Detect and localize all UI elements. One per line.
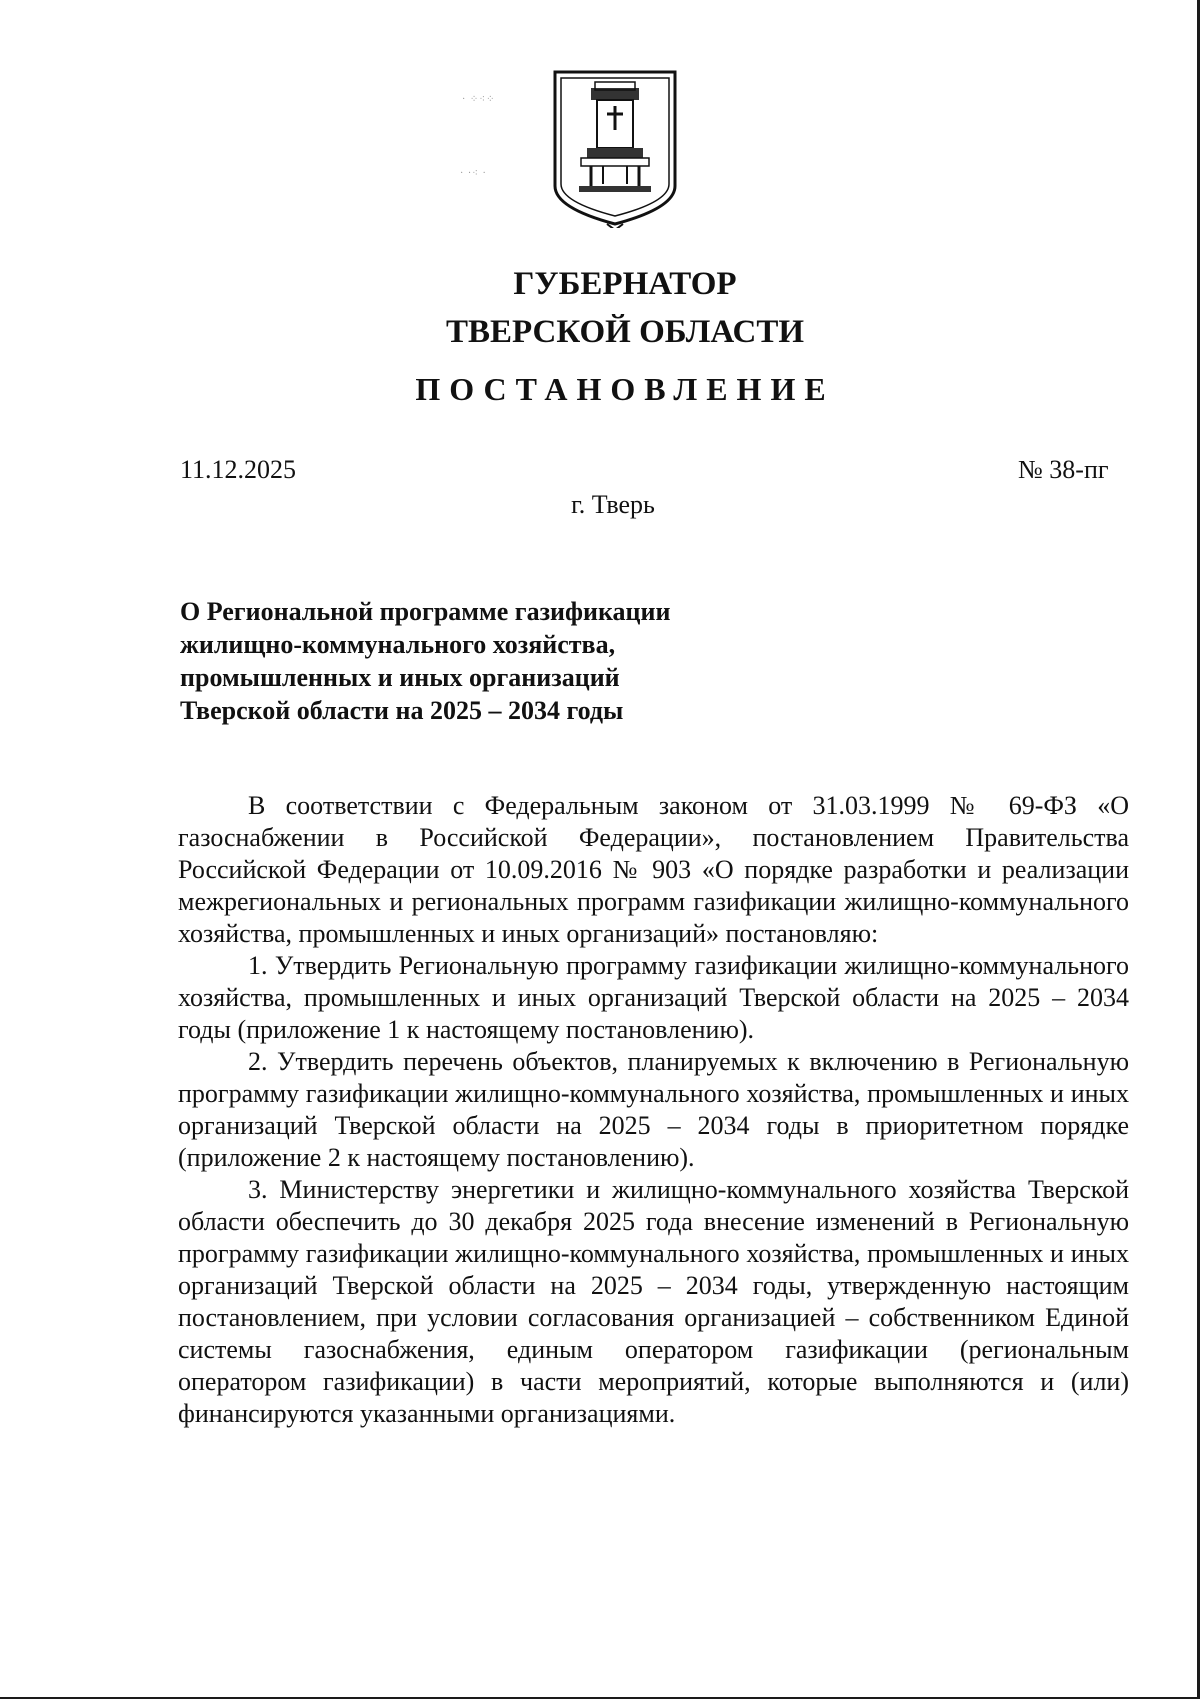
document-body [178, 790, 1129, 1430]
subject-line-1: О Региональной программе газификации [180, 597, 671, 626]
clause-2: 2. Утвердить перечень объектов, планируемых к включению в Региональную программу газификации жилищно-коммунального хозяйства, промышленных и иных организаций Тверской области на 2025 – 2034 годы в приоритетном порядке (приложение 2 к настоящему постановлению). [178, 1047, 1129, 1172]
scan-noise: · ·⁖ · [460, 168, 487, 179]
tver-coat-of-arms-icon [551, 68, 679, 228]
document-date: 11.12.2025 [180, 455, 297, 484]
subject-line-2: жилищно-коммунального хозяйства, [180, 630, 616, 659]
issuing-authority [0, 260, 1200, 356]
document-number: № 38-пг [1018, 455, 1109, 484]
document-subject [180, 595, 820, 727]
clause-3: 3. Министерству энергетики и жилищно-коммунального хозяйства Тверской области обеспечить до 30 декабря 2025 года внесение изменений в Региональную программу газификации жилищно-коммунального хозяйства, промышленных и иных организаций Тверской области на 2025 – 2034 годы, утвержденную настоящим постановлением, при условии согласования организацией – собственником Единой системы газоснабжения, единым оператором газификации (региональным оператором газификации) в части мероприятий, которые выполняются и (или) финансируются указанными организациями. [178, 1175, 1129, 1428]
authority-line-2: ТВЕРСКОЙ ОБЛАСТИ [445, 314, 805, 350]
document-type: ПОСТАНОВЛЕНИЕ [415, 371, 835, 407]
clause-1: 1. Утвердить Региональную программу газификации жилищно-коммунального хозяйства, промышленных и иных организаций Тверской области на 2025 – 2034 годы (приложение 1 к настоящему постановлению). [178, 951, 1129, 1044]
document-city: г. Тверь [571, 490, 655, 519]
scan-noise: · ⁘⁖⁘ [462, 94, 496, 105]
subject-line-3: промышленных и иных организаций [180, 663, 620, 692]
preamble-paragraph: В соответствии с Федеральным законом от 31.03.1999 № 69-ФЗ «О газоснабжении в Российской Федерации», постановлением Правительства Российской Федерации от 10.09.2016 № 903 «О порядке разработки и реализации межрегиональных и региональных программ газификации жилищно-коммунального хозяйства, промышленных и иных организаций» постановляю: [178, 791, 1129, 948]
authority-line-1: ГУБЕРНАТОР [513, 266, 737, 302]
subject-line-4: Тверской области на 2025 – 2034 годы [180, 696, 624, 725]
